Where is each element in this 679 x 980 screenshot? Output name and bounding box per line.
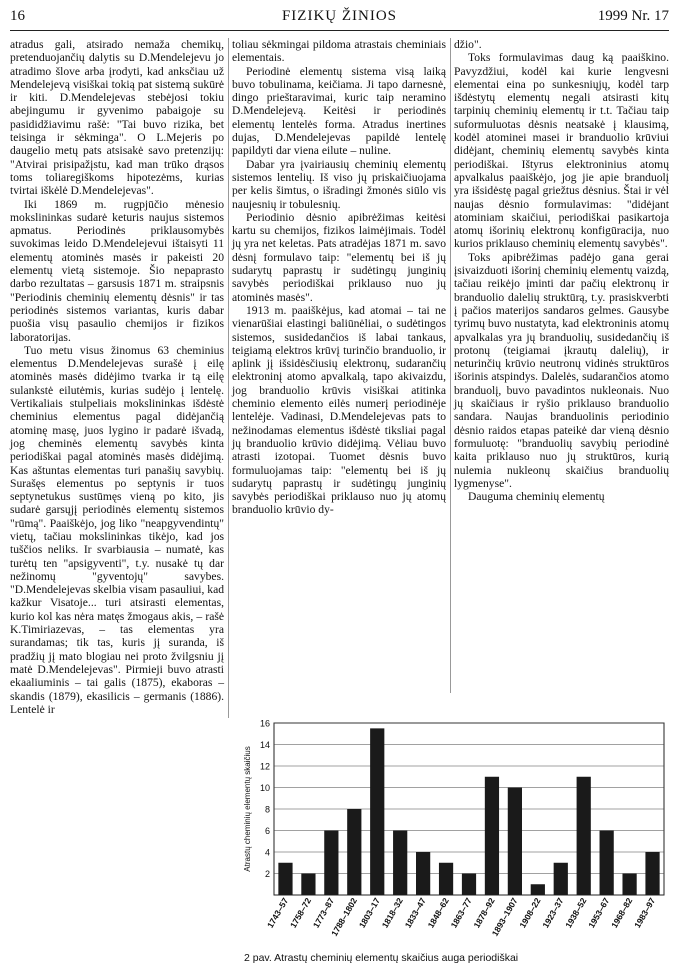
bar xyxy=(600,831,614,896)
y-tick-label: 10 xyxy=(259,783,270,793)
journal-title: FIZIKŲ ŽINIOS xyxy=(281,8,398,24)
paragraph: džio". xyxy=(454,38,482,51)
bar xyxy=(393,831,407,896)
column-1 xyxy=(10,38,224,716)
x-tick-label: 1833–47 xyxy=(402,896,428,930)
bar xyxy=(462,874,476,896)
x-tick-label: 1878–92 xyxy=(471,896,497,930)
paragraph: Periodinė elementų sistema visą laiką buvo tobulinama, keičiama. Ji tapo darnesnė, dingo prieštaravimai, kuric taip neramino D.Mendelejevą. Keitėsi ir periodinės elementų lentelės forma. Atradus inertines dujas, D.Mendelejevas papildė lentelę papildyti dar viena eilute – nuline. xyxy=(232,64,446,158)
paragraph: atradus gali, atsirado nemaža chemikų, pretenduojančių dalytis su D.Mendelejevu jo atradimo šlove arba įrodyti, kad anksčiau už Mendelejevą visiškai tokią pat sistemą sukūrė ir kiti. D.Mendelejevas stebėjosi tokiu abejingumu ir gyvenimo pabaigoje su pasididžiavimu rašė: "Tai buvo rizika, bet teisinga ir sėkminga". O L.Mejeris po daugelio metų pats atsisakė savo pretenzijų: "Atvirai prisipažįstu, kad man trūko drąsos toms toliaregiškoms hipotezėms, kurias tvirtai iškėlė D.Mendelejevas". xyxy=(10,38,224,198)
paragraph: Dabar yra įvairiausių cheminių elementų sistemos lentelių. Iš viso jų priskaičiuojama per kelis šimtus, o išradingi žmonės siūlo vis naujesnių ir tobulesnių. xyxy=(232,157,446,211)
bar xyxy=(301,874,315,896)
chart-svg xyxy=(236,705,672,955)
x-tick-label: 1788–1802 xyxy=(329,896,360,938)
x-tick-label: 1773–87 xyxy=(310,896,337,930)
column-3 xyxy=(454,38,669,503)
x-tick-label: 1968–82 xyxy=(609,896,635,930)
y-tick-label: 4 xyxy=(264,847,270,858)
bar xyxy=(531,884,545,895)
header-rule xyxy=(10,30,669,31)
bar xyxy=(370,728,384,895)
bar xyxy=(645,852,659,895)
x-tick-label: 1953–67 xyxy=(586,896,612,930)
x-tick-label: 1848–62 xyxy=(425,896,451,930)
paragraph: Iki 1869 m. rugpjūčio mėnesio mokslininkas sudarė keturis naujus sistemos apmatus. Periodinės priklausomybės suvokimas leido D.Mendelejevui ištaisyti 11 elementų atominės masės ir pakeisti 20 elementų vietą sistemoje. Šio nepaprasto darbo rezultatas – garsusis 1871 m. straipsnis "Periodinis cheminių elementų dėsnis" ir tas periodinės sistemos variantas, kuris dabar puošia visų pasaulio chemijos ir fizikos laboratorijas. xyxy=(10,197,224,344)
bar xyxy=(347,809,361,895)
paragraph: Toks formulavimas daug ką paaiškino. Pavyzdžiui, kodėl kai kurie lengvesni elementai eina po sunkesniųjų, kodėl tarp išdėstytų elementų negali atsirasti kitų tarpinių cheminių elementų ir t.t. Tačiau taip suformuluotas dėsnis neatsakė į klausimą, kodėl atominei masei ir branduolio krūviui didėjant, cheminių elementų savybės kinta periodiškai. Ištyrus elektroninius atomų apvalkalus paaiškėjo, jog jie apie branduolį yra išsidėstę pagal griežtus dėsnius. Štai ir vėl naujas dėsnio formulavimas: "didėjant atominiam skaičiui, periodiškai pasikartoja atomų išorinių elektronų konfigūracija, nuo kurios priklauso cheminių elementų savybės". xyxy=(454,51,669,251)
x-tick-label: 1908–22 xyxy=(517,896,543,930)
paragraph: 1913 m. paaiškėjus, kad atomai – tai ne vienarūšiai elastingi baliūnėliai, o sudėtingos sistemos, susidedančios iš labai tankaus, teigiamą elektros krūvį turinčio branduolio, ir aplink jį išsidėsčiusių elektronų, sudarančių elektroninį atomo apvalkalą, tapo akivaizdu, jog branduolio krūvis visiškai atitinka cheminio elemento eilės numerį periodinėje lentelėje. Vadinasi, D.Mendelejevas pats to nežinodamas elementus išdėstė tiksliai pagal jų branduolio krūvio didėjimą. Vėliau buvo atrasti izotopai. Tuomet dėsnis buvo formuluojamas taip: "elementų bei iš jų sudarytų paprastų ir sudėtingų junginių savybės periodiškai priklauso nuo jų atomų branduolio krūvio dy- xyxy=(232,303,446,517)
x-tick-label: 1983–97 xyxy=(632,896,658,930)
bar xyxy=(508,788,522,896)
paragraph: Dauguma cheminių elementų xyxy=(468,490,605,504)
y-tick-label: 12 xyxy=(259,761,270,772)
bar xyxy=(577,777,591,895)
column-divider xyxy=(228,38,229,718)
bar xyxy=(485,777,499,895)
x-tick-label: 1818–32 xyxy=(379,896,405,930)
y-axis-label: Atrastų cheminių elementų skaičius xyxy=(243,746,252,872)
paragraph: Periodinio dėsnio apibrėžimas keitėsi kartu su chemijos, fizikos laimėjimais. Todėl jų yra net keletas. Pats atradėjas 1871 m. savo dėsnį formulavo taip: "elementų bei iš jų sudarytų paprastų ir sudėtingų junginių savybės periodiškai priklauso nuo jų atominės masės". xyxy=(232,210,446,304)
bar xyxy=(554,863,568,895)
x-tick-label: 1938–52 xyxy=(563,896,589,930)
bar xyxy=(278,863,292,895)
x-tick-label: 1923–37 xyxy=(540,896,566,930)
x-tick-label: 1893–1907 xyxy=(489,896,520,938)
x-tick-label: 1803–17 xyxy=(356,896,382,930)
column-divider xyxy=(450,38,451,693)
figure-caption: 2 pav. Atrastų cheminių elementų skaičius auga periodiškai xyxy=(244,952,519,964)
discoveries-bar-chart xyxy=(236,705,672,955)
x-tick-label: 1758–72 xyxy=(287,896,314,930)
x-tick-label: 1863–77 xyxy=(448,896,474,930)
column-2 xyxy=(232,38,446,517)
x-tick-label: 1743–57 xyxy=(264,896,291,930)
page-header xyxy=(10,8,669,30)
paragraph: Toks apibrėžimas padėjo gana gerai įsivaizduoti išorinį cheminių elementų vaizdą, tačiau reikėjo įminti dar pačių elektronų ir branduolio dalelių struktūrą, t.y. prasiskverbti į pačios materijos sandaros gelmes. Gausybe tyrimų buvo nustatyta, kad elektroninis atomų apvalkalas yra jų branduolių, susidedančių iš protonų (teigiamai įkrautų dalelių), ir neturinčių krūvio neutronų vidinės struktūros išorinis atspindys. Dalelės, sudarančios atomo branduolį, buvo pavadintos nukleonais. Nuo jų skaičiaus ir ryšio priklauso branduolio sandara. Naujas branduolinis periodinio dėsnio raidos etapas pateikė dar vieną dėsnio formuluotę: "branduolių savybių periodinė kaita priklauso nuo jų struktūros, kurią nulemia nukleonų skaičius branduolių lygmenyse". xyxy=(454,250,669,490)
bar xyxy=(324,831,338,896)
paragraph: Tuo metu visus žinomus 63 cheminius elementus D.Mendelejevas surašė į eilę atominės masės didėjimo tvarka ir tą eilę sulankstė eilutėmis, kurias sudėjo į lentelę. Vertikaliais stulpeliais mokslininkas išdėstė cheminius elementus pagal didėjančią atominę masę, juos lygino ir padarė išvadą, jog cheminės elementų savybės kinta periodiškai pagal atominės masės didėjimą. Kas aštuntas elementas turi panašių savybių. Surašęs elementus po septynis ir tuos septynetukus sustūmęs vieną po kito, jis sudarė garsųjį periodinės elementų sistemos "rūmą". Paaiškėjo, jog liko "neapgyvendintų" vietų, tačiau mokslininkas tikėjo, kad jos tuščios neliks. Ir svarbiausia – numatė, kas turėtų ten "apsigyventi", t.y. nusakė tų dar nežinomų "gyventojų" savybes. "D.Mendelejevas skelbia visam pasauliui, kad kažkur Visatoje... turi atsirasti elementas, kurio kol kas nėra matęs žmogaus akis, – rašė K.Timiriazevas, – tas elementas yra surandamas; tik tas, kuris jį suranda, iš pradžių jį mato blogiau nei proto žvilgsniu jį matė D.Mendelejevas". Pirmieji buvo atrasti ekaaliuminis – tai galis (1875), ekaboras – skandis (1879), ekasilicis – germanis (1886). Lentelė ir xyxy=(10,343,225,716)
bar xyxy=(439,863,453,895)
y-tick-label: 14 xyxy=(259,740,270,750)
y-tick-label: 16 xyxy=(259,718,270,729)
paragraph: toliau sėkmingai pildoma atrastais cheminiais elementais. xyxy=(232,38,446,65)
page-number: 16 xyxy=(10,8,25,24)
bar xyxy=(622,874,636,896)
issue-label: 1999 Nr. 17 xyxy=(597,8,669,24)
y-tick-label: 8 xyxy=(264,804,270,815)
y-tick-label: 2 xyxy=(264,869,270,879)
y-tick-label: 6 xyxy=(264,826,270,836)
bar xyxy=(416,852,430,895)
